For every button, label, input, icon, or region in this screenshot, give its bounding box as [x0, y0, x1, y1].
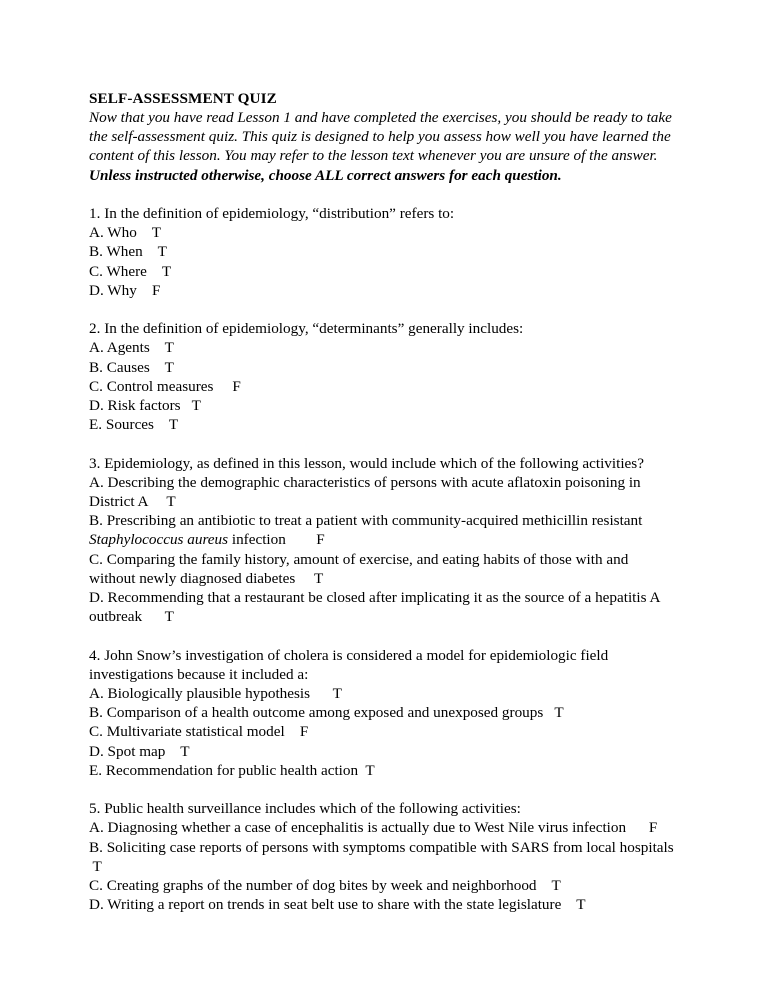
answer-gap [143, 243, 158, 260]
answer-option[interactable] [89, 281, 678, 300]
answer-key: T [164, 358, 174, 376]
answer-gap [137, 224, 152, 241]
answer-gap [181, 397, 192, 414]
question-spacer [89, 434, 678, 453]
answer-option[interactable] [89, 895, 678, 914]
question-stem: 2. In the definition of epidemiology, “determinants” generally includes: [89, 320, 524, 338]
answer-option-label: E. Recommendation for public health action [89, 761, 359, 779]
question-block [89, 434, 678, 626]
answer-key: T [365, 761, 375, 779]
question-stem: 4. John Snow’s investigation of cholera is considered a model for epidemiologic field investigations because it included a: [89, 646, 609, 683]
answer-option[interactable] [89, 742, 678, 761]
answer-option-label: B. Soliciting case reports of persons with symptoms compatible with SARS from local hospitals [89, 838, 674, 856]
answer-option-label: D. Recommending that a restaurant be closed after implicating it as the source of a hepatitis A outbreak [89, 589, 660, 626]
answer-gap [310, 685, 333, 702]
answer-key: T [551, 877, 561, 895]
question-spacer [89, 626, 678, 645]
answer-key: T [166, 493, 176, 511]
answer-gap [543, 704, 554, 721]
answer-key: T [92, 857, 102, 875]
answer-option[interactable] [89, 722, 678, 741]
answer-gap [537, 877, 552, 894]
answer-option[interactable] [89, 550, 678, 588]
answer-gap [142, 608, 165, 625]
answer-option-label: B. When [89, 243, 143, 261]
answer-option-label: A. Diagnosing whether a case of encephalitis is actually due to West Nile virus infection [89, 819, 627, 837]
answer-key: T [157, 243, 167, 261]
answer-key: T [164, 608, 174, 626]
question-spacer [89, 780, 678, 799]
page-title: SELF-ASSESSMENT QUIZ [89, 90, 277, 107]
answer-option-label: E. Sources [89, 416, 154, 434]
question-block [89, 300, 678, 434]
answer-option[interactable] [89, 876, 678, 895]
answer-option-label: D. Spot map [89, 742, 166, 760]
answer-option[interactable] [89, 818, 678, 837]
answer-option[interactable] [89, 223, 678, 242]
answer-gap [213, 378, 232, 395]
question-block [89, 185, 678, 300]
answer-option-label: C. Creating graphs of the number of dog bites by week and neighborhood [89, 877, 537, 895]
answer-key: T [313, 569, 324, 587]
answer-option-label: A. Agents [89, 339, 150, 357]
answer-gap [165, 743, 180, 760]
question-block [89, 780, 678, 914]
answer-option-label: B. Causes [89, 358, 150, 376]
answer-option-label: A. Describing the demographic characteristics of persons with acute aflatoxin poisoning in District A [89, 473, 641, 511]
question-stem: 5. Public health surveillance includes which of the following activities: [89, 800, 521, 818]
answer-gap [150, 359, 165, 376]
answer-gap [286, 531, 316, 548]
answer-option-label: D. Writing a report on trends in seat belt use to share with the state legislature [89, 896, 562, 914]
answer-option-label: B. Prescribing an antibiotic to treat a patient with community-acquired methicillin resistant [89, 512, 643, 530]
question-stem: 1. In the definition of epidemiology, “distribution” refers to: [89, 205, 455, 222]
answer-gap [561, 896, 576, 913]
intro-emphasis: Unless instructed otherwise, choose ALL correct answers for each question. [89, 166, 562, 184]
answer-option[interactable] [89, 588, 678, 626]
answer-gap [150, 339, 165, 356]
answer-option-label: B. Comparison of a health outcome among exposed and unexposed groups [89, 704, 544, 722]
answer-key: T [554, 704, 564, 722]
answer-gap [154, 416, 169, 433]
question-block [89, 626, 678, 780]
answer-option[interactable] [89, 703, 678, 722]
answer-option[interactable] [89, 761, 678, 780]
answer-gap [626, 819, 649, 836]
question-spacer [89, 185, 678, 204]
answer-key: T [151, 224, 162, 242]
answer-option[interactable] [89, 262, 678, 281]
question-spacer [89, 300, 678, 319]
answer-gap [295, 570, 314, 587]
answer-key: T [164, 339, 174, 357]
answer-option-label: D. Risk factors [89, 397, 181, 415]
document-body [89, 89, 678, 914]
answer-option-label: D. Why [89, 281, 137, 299]
intro-line-1: Now that you have read Lesson 1 and have completed the exercises, you should be ready to take [89, 109, 672, 126]
questions-list [89, 185, 678, 915]
intro-line-3: content of this lesson. You may refer to the lesson text whenever you are unsure of the answer. [89, 147, 658, 165]
question-stem: 3. Epidemiology, as defined in this lesson, would include which of the following activities? [89, 454, 644, 472]
answer-key: T [161, 262, 172, 280]
answer-gap [285, 723, 300, 740]
answer-option[interactable] [89, 511, 678, 549]
answer-option-label: A. Who [89, 224, 137, 242]
answer-option[interactable] [89, 358, 678, 377]
answer-option[interactable] [89, 242, 678, 261]
answer-option-label: C. Control measures [89, 377, 214, 395]
answer-key: T [168, 416, 179, 434]
answer-option[interactable] [89, 338, 678, 357]
answer-gap [137, 282, 152, 299]
answer-key: T [180, 742, 190, 760]
answer-option-label: C. Multivariate statistical model [89, 723, 285, 741]
answer-key: T [332, 685, 342, 703]
answer-option[interactable] [89, 377, 678, 396]
answer-key: F [299, 723, 309, 741]
intro-line-2: the self-assessment quiz. This quiz is designed to help you assess how well you have learned the [89, 128, 671, 146]
answer-option[interactable] [89, 396, 678, 415]
scientific-name: Staphylococcus aureus [89, 531, 229, 549]
answer-gap [148, 493, 167, 510]
answer-key: T [191, 397, 201, 415]
answer-key: F [232, 377, 241, 395]
answer-key: F [152, 281, 161, 299]
answer-option[interactable] [89, 473, 678, 511]
answer-key: T [576, 896, 586, 914]
answer-key: F [316, 531, 325, 549]
answer-option-label: A. Biologically plausible hypothesis [89, 685, 311, 703]
answer-key: F [648, 819, 658, 837]
answer-option[interactable] [89, 838, 678, 876]
answer-gap [147, 263, 162, 280]
answer-option-label: C. Where [89, 262, 147, 280]
answer-option-label: C. Comparing the family history, amount of exercise, and eating habits of those with and without newly diagnosed diabetes [89, 550, 629, 587]
answer-option[interactable] [89, 415, 678, 434]
answer-option[interactable] [89, 684, 678, 703]
answer-option-label-tail: infection [228, 531, 286, 549]
